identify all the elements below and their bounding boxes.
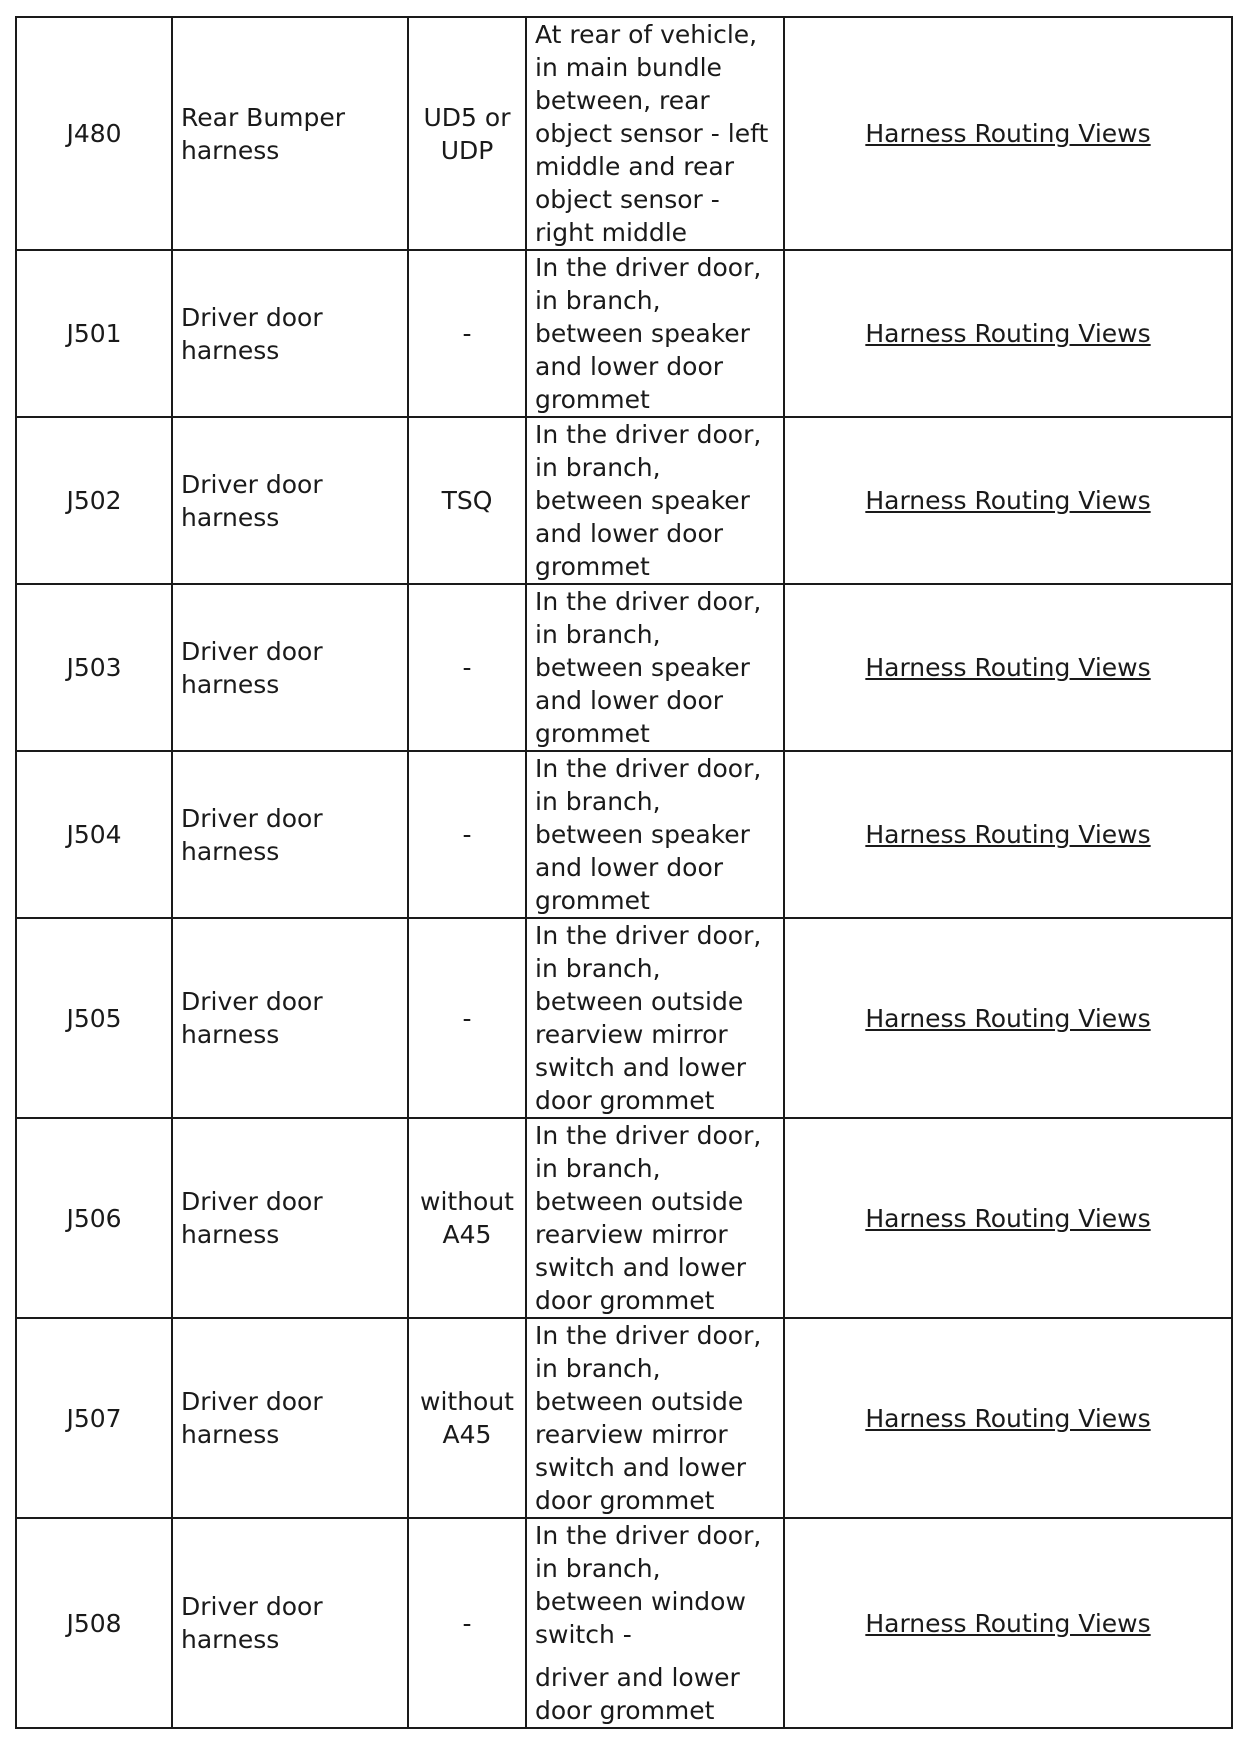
component-name: Driver door harness [181, 1187, 323, 1249]
location-cell [526, 250, 784, 417]
connector-id-cell [16, 918, 172, 1118]
option-code: - [462, 1608, 472, 1638]
component-name: Driver door harness [181, 302, 323, 365]
connector-id-cell [16, 250, 172, 417]
location-text: In the driver door, in branch, between speaker and lower door grommet [535, 253, 762, 414]
location-text: At rear of vehicle, in main bundle between, rear object sensor - left middle and rear object sensor - right middle [535, 20, 769, 247]
location-text: In the driver door, in branch, between window switch - [535, 1521, 762, 1649]
connector-id-cell [16, 584, 172, 751]
option-code: without A45 [420, 1187, 514, 1249]
component-name: Driver door harness [181, 803, 323, 866]
connector-id-cell [16, 1118, 172, 1318]
table-row [16, 918, 1232, 1118]
component-name: Driver door harness [181, 1387, 323, 1449]
link-cell [784, 1118, 1232, 1318]
component-cell [172, 1518, 408, 1728]
connector-id: J501 [66, 319, 122, 348]
option-cell [408, 1118, 526, 1318]
option-code: TSQ [441, 486, 493, 515]
location-cell [526, 584, 784, 751]
component-cell [172, 417, 408, 584]
location-cell [526, 1118, 784, 1318]
link-cell [784, 918, 1232, 1118]
harness-routing-views-link[interactable]: Harness Routing Views [865, 486, 1151, 515]
component-name: Rear Bumper harness [181, 102, 346, 165]
link-cell [784, 250, 1232, 417]
component-name: Driver door harness [181, 1592, 323, 1654]
connector-id: J508 [66, 1608, 122, 1638]
component-cell [172, 1118, 408, 1318]
location-text: In the driver door, in branch, between outside rearview mirror switch and lower door grommet [535, 1321, 762, 1515]
option-cell [408, 250, 526, 417]
connector-id: J504 [66, 820, 122, 849]
connector-id-cell [16, 417, 172, 584]
table-row [16, 751, 1232, 918]
table-row [16, 417, 1232, 584]
link-cell [784, 1518, 1232, 1728]
connector-table-body [16, 17, 1232, 1728]
harness-routing-views-link[interactable]: Harness Routing Views [865, 820, 1151, 849]
harness-routing-views-link[interactable]: Harness Routing Views [865, 1608, 1151, 1638]
location-text: In the driver door, in branch, between outside rearview mirror switch and lower door grommet [535, 921, 762, 1115]
location-text: In the driver door, in branch, between speaker and lower door grommet [535, 754, 762, 915]
location-text: In the driver door, in branch, between speaker and lower door grommet [535, 587, 762, 748]
table-row [16, 1318, 1232, 1518]
option-cell [408, 1518, 526, 1728]
component-cell [172, 918, 408, 1118]
option-cell [408, 584, 526, 751]
harness-routing-views-link[interactable]: Harness Routing Views [865, 1403, 1151, 1433]
option-cell [408, 17, 526, 250]
connector-id: J507 [66, 1403, 122, 1433]
option-cell [408, 1318, 526, 1518]
location-cell [526, 17, 784, 250]
connector-table [15, 16, 1233, 1729]
component-name: Driver door harness [181, 987, 323, 1049]
link-cell [784, 417, 1232, 584]
table-row [16, 1118, 1232, 1318]
connector-id-cell [16, 1318, 172, 1518]
connector-id: J506 [66, 1203, 122, 1233]
table-row [16, 584, 1232, 751]
location-cell [526, 1318, 784, 1518]
component-cell [172, 250, 408, 417]
link-cell [784, 584, 1232, 751]
option-cell [408, 417, 526, 584]
location-text: In the driver door, in branch, between outside rearview mirror switch and lower door grommet [535, 1121, 762, 1315]
component-cell [172, 584, 408, 751]
connector-id-cell [16, 17, 172, 250]
option-cell [408, 751, 526, 918]
option-code: - [462, 653, 472, 682]
connector-id: J502 [66, 486, 122, 515]
location-text: In the driver door, in branch, between speaker and lower door grommet [535, 420, 762, 581]
option-code: - [462, 1003, 472, 1033]
connector-id-cell [16, 751, 172, 918]
option-code: UD5 or UDP [423, 102, 511, 165]
component-cell [172, 17, 408, 250]
harness-routing-views-link[interactable]: Harness Routing Views [865, 653, 1151, 682]
location-text-continued: driver and lower door grommet [535, 1663, 740, 1725]
component-cell [172, 751, 408, 918]
harness-routing-views-link[interactable]: Harness Routing Views [865, 319, 1151, 348]
harness-routing-views-link[interactable]: Harness Routing Views [865, 1203, 1151, 1233]
link-cell [784, 1318, 1232, 1518]
location-cell [526, 1518, 784, 1728]
connector-id-cell [16, 1518, 172, 1728]
component-name: Driver door harness [181, 469, 323, 532]
location-cell [526, 417, 784, 584]
link-cell [784, 751, 1232, 918]
table-row [16, 1518, 1232, 1728]
table-row [16, 17, 1232, 250]
location-cell [526, 751, 784, 918]
option-code: - [462, 319, 472, 348]
link-cell [784, 17, 1232, 250]
table-row [16, 250, 1232, 417]
option-cell [408, 918, 526, 1118]
connector-id: J503 [66, 653, 122, 682]
connector-id: J480 [66, 119, 122, 148]
component-cell [172, 1318, 408, 1518]
option-code: - [462, 820, 472, 849]
harness-routing-views-link[interactable]: Harness Routing Views [865, 119, 1151, 148]
connector-id: J505 [66, 1003, 122, 1033]
harness-routing-views-link[interactable]: Harness Routing Views [865, 1003, 1151, 1033]
option-code: without A45 [420, 1387, 514, 1449]
location-cell [526, 918, 784, 1118]
component-name: Driver door harness [181, 636, 323, 699]
